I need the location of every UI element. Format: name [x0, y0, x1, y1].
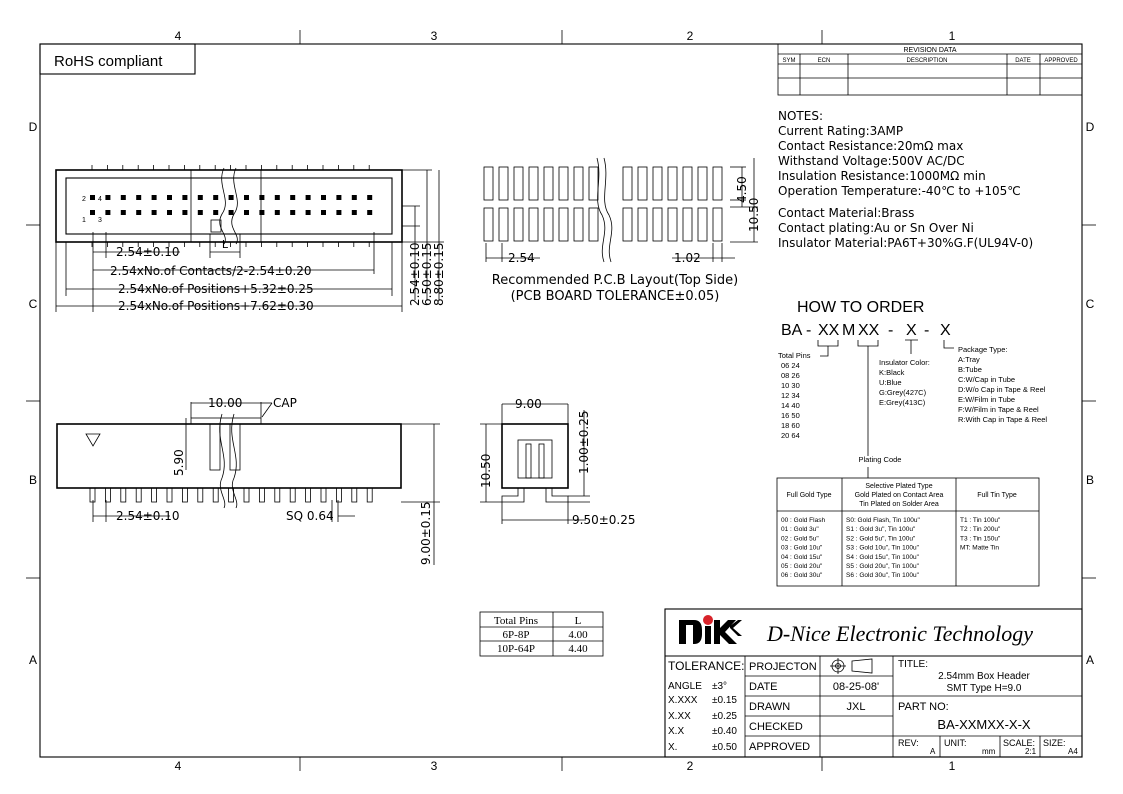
scale-label: SCALE:: [1003, 738, 1036, 748]
date-value: 08-25-08': [832, 681, 880, 693]
plating-h-selective: Selective Plated Type: [865, 483, 933, 490]
pcb-pad: [544, 167, 553, 200]
pcb-title: Recommended P.C.B Layout(Top Side): [491, 273, 739, 288]
note-line: Current Rating:3AMP: [778, 124, 904, 138]
plating-table: [777, 478, 1039, 586]
pcb-pad: [683, 208, 692, 241]
l-table-cell: 10P-64P: [497, 643, 535, 655]
dim-l: L: [221, 238, 229, 251]
scale-value: 2:1: [1025, 747, 1037, 756]
front-lead: [259, 488, 264, 502]
pcb-pad: [698, 208, 707, 241]
pin-square: [136, 195, 141, 200]
pin-square: [290, 195, 295, 200]
front-lead: [244, 488, 249, 502]
pcb-dim-1050: 10.50: [747, 197, 761, 232]
pin-square: [167, 210, 172, 215]
plating-tin-item: T3 : Tin 150u": [960, 535, 1001, 543]
side-dim-100: 1.00±0.25: [577, 410, 591, 474]
pcb-pad: [484, 167, 493, 200]
plating-h-selective-3: Tin Plated on Solder Area: [859, 501, 939, 508]
pin-square: [275, 195, 280, 200]
side-view: [479, 397, 636, 527]
front-lead: [90, 488, 95, 502]
front-lead: [121, 488, 126, 502]
pcb-pad: [499, 208, 508, 241]
sq-label: SQ 0.64: [286, 509, 334, 523]
pcb-pad: [713, 208, 722, 241]
tol-val: ±0.25: [712, 711, 737, 722]
plating-selective-item: S2 : Gold 5u", Tin 100u": [846, 535, 916, 543]
tol-val: ±0.50: [712, 742, 737, 753]
order-code-xx2: XX: [858, 322, 880, 339]
approved-label: APPROVED: [749, 741, 811, 753]
total-pins-label: Total Pins: [778, 351, 811, 360]
side-dim-900: 9.00: [515, 397, 542, 411]
package-list: [958, 355, 1047, 424]
note-line: Insulator Material:PA6T+30%G.F(UL94V-0): [778, 236, 1034, 250]
pin-square: [167, 195, 172, 200]
tol-val: ±3°: [712, 681, 728, 692]
total-pins-item: 08 26: [781, 371, 800, 380]
pcb-pad: [559, 167, 568, 200]
pin-square: [152, 195, 157, 200]
plating-gold-item: 03 : Gold 10u": [781, 544, 823, 552]
zone-right-c: C: [1085, 297, 1095, 311]
pcb-pad: [668, 208, 677, 241]
front-lead: [290, 488, 295, 502]
zone-left-a: A: [28, 653, 38, 667]
pcb-pad: [698, 167, 707, 200]
pin-square: [244, 210, 249, 215]
pcb-dim-102: 1.02: [674, 251, 701, 265]
company-logo: [679, 615, 742, 644]
order-code-xx: XX: [818, 322, 840, 339]
zone-right-b: B: [1085, 473, 1095, 487]
plating-h-selective-2: Gold Plated on Contact Area: [854, 492, 944, 499]
pin-square: [105, 210, 110, 215]
front-lead: [105, 488, 110, 502]
pin-square: [290, 210, 295, 215]
zone-bottom-2: 2: [686, 759, 694, 773]
unit-value: mm: [982, 747, 996, 756]
plating-tin-item: T1 : Tin 100u": [960, 517, 1001, 524]
rev-col-description: DESCRIPTION: [906, 58, 948, 64]
pcb-pad: [653, 208, 662, 241]
zone-left-b: B: [28, 473, 38, 487]
pin-label-4: 4: [98, 196, 102, 203]
size-value: A4: [1068, 747, 1078, 756]
plating-selective-item: S3 : Gold 10u", Tin 100u": [846, 544, 919, 552]
revision-table: [778, 44, 1082, 95]
pin-square: [352, 210, 357, 215]
pcb-pad: [668, 167, 677, 200]
total-pins-item: 20 64: [781, 431, 800, 440]
pcb-pad: [638, 208, 647, 241]
title-label: TITLE:: [898, 659, 929, 670]
svg-text:RoHS compliant: RoHS compliant: [54, 53, 163, 70]
pin-square: [367, 195, 372, 200]
part-no-label: PART NO:: [898, 701, 949, 713]
order-code-x: X: [906, 322, 917, 339]
side-dim-950: 9.50±0.25: [572, 513, 636, 527]
insulator-item: U:Blue: [879, 378, 902, 387]
total-pins-item: 06 24: [781, 361, 800, 370]
pin-square: [198, 210, 203, 215]
pin-square: [121, 210, 126, 215]
tol-key: X.X: [668, 726, 685, 737]
pin-square: [121, 195, 126, 200]
pcb-pad: [589, 208, 598, 241]
pcb-layout: [484, 158, 761, 304]
order-code-dash: -: [806, 322, 812, 339]
pcb-pad: [713, 167, 722, 200]
front-lead: [213, 488, 218, 502]
insulator-label: Insulator Color:: [879, 358, 930, 367]
pcb-tolerance: (PCB BOARD TOLERANCE±0.05): [510, 289, 720, 304]
top-view: [56, 165, 446, 313]
pcb-pad: [574, 167, 583, 200]
front-lead: [352, 488, 357, 502]
part-no-value: BA-XXMXX-X-X: [937, 717, 1031, 732]
total-pins-item: 10 30: [781, 381, 800, 390]
how-to-order: [778, 299, 1047, 478]
front-view-leads: [90, 488, 372, 502]
plating-tin-item: MT: Matte Tin: [960, 544, 1000, 552]
plating-h-full-gold: Full Gold Type: [786, 492, 832, 499]
front-lead: [336, 488, 341, 502]
total-pins-item: 12 34: [781, 391, 800, 400]
dim-v-254: 2.54±0.10: [408, 242, 422, 306]
front-lead: [306, 488, 311, 502]
rev-label: REV:: [898, 738, 919, 748]
pin-square: [105, 195, 110, 200]
tol-val: ±0.15: [712, 695, 737, 706]
pcb-dim-450: 4.50: [735, 176, 749, 203]
tol-val: ±0.40: [712, 726, 737, 737]
zone-left-c: C: [28, 297, 38, 311]
front-lead: [167, 488, 172, 502]
insulator-list: [879, 368, 927, 407]
rohs-label: [40, 44, 195, 74]
pcb-pads: [484, 167, 722, 241]
order-code-dash2: -: [888, 322, 894, 339]
package-item: A:Tray: [958, 355, 980, 364]
zone-bottom-4: 4: [174, 759, 182, 773]
pcb-pad: [589, 167, 598, 200]
date-label: DATE: [749, 681, 778, 693]
zone-right-a: A: [1085, 653, 1095, 667]
front-view: [57, 396, 440, 565]
plating-gold-item: 04 : Gold 15u": [781, 553, 823, 561]
pcb-pad: [638, 167, 647, 200]
dim-pitch: 2.54±0.10: [116, 245, 180, 259]
pin-square: [275, 210, 280, 215]
pin-square: [321, 210, 326, 215]
pcb-pad: [544, 208, 553, 241]
insulator-item: E:Grey(413C): [879, 398, 926, 407]
pin-square: [336, 210, 341, 215]
pcb-pad: [484, 208, 493, 241]
plating-selective-item: S1 : Gold 3u", Tin 100u": [846, 526, 916, 534]
pcb-pad: [683, 167, 692, 200]
zone-bottom-1: 1: [948, 759, 956, 773]
pin-square: [213, 195, 218, 200]
note-line: Contact Material:Brass: [778, 206, 915, 220]
note-line: Withstand Voltage:500V AC/DC: [778, 154, 965, 168]
l-dimension-table: [480, 612, 603, 656]
logo-dot: [703, 615, 713, 625]
tol-key: X.XX: [668, 711, 691, 722]
pcb-pad: [623, 167, 632, 200]
front-lead: [275, 488, 280, 502]
l-table-cell: 4.40: [568, 643, 588, 655]
plating-selective-item: S6 : Gold 30u", Tin 100u": [846, 572, 919, 580]
total-pins-item: 18 60: [781, 421, 800, 430]
unit-label: UNIT:: [944, 738, 967, 748]
front-lead: [152, 488, 157, 502]
zone-right-d: D: [1085, 120, 1095, 134]
dim-contacts: 2.54xNo.of Contacts/2-2.54±0.20: [110, 264, 312, 278]
plating-col-tin: [960, 517, 1001, 552]
l-table-h-l: L: [574, 615, 582, 627]
package-item: R:With Cap in Tape & Reel: [958, 415, 1048, 424]
plating-tin-item: T2 : Tin 200u": [960, 526, 1001, 534]
zone-top-2: 2: [686, 29, 694, 43]
plating-col-selective: [846, 517, 921, 579]
plating-gold-item: 05 : Gold 20u": [781, 563, 823, 570]
pin-square: [367, 210, 372, 215]
pin-square: [213, 210, 218, 215]
projection-symbol-icon: [830, 658, 872, 674]
note-line: Operation Temperature:-40℃ to +105℃: [778, 184, 1021, 198]
pin-square: [352, 195, 357, 200]
drawn-value: JXL: [846, 701, 866, 713]
plating-code-label: Plating Code: [858, 455, 902, 464]
pin-label-1: 1: [82, 217, 86, 224]
rev-col-date: DATE: [1015, 58, 1031, 64]
drawn-label: DRAWN: [749, 701, 791, 713]
cap-label: CAP: [273, 396, 297, 410]
pin-square: [136, 210, 141, 215]
pin-square: [198, 195, 203, 200]
dim-1000: 10.00: [208, 396, 243, 410]
zone-top-4: 4: [174, 29, 182, 43]
tolerance-label: TOLERANCE:: [668, 659, 745, 673]
pin-label-3: 3: [98, 217, 102, 224]
pin-square: [259, 210, 264, 215]
company-name: D-Nice Electronic Technology: [767, 621, 1033, 646]
plating-selective-item: S4 : Gold 15u", Tin 100u": [846, 553, 919, 561]
order-code-dash3: -: [924, 322, 930, 339]
notes-block: [778, 109, 1033, 250]
title-line-1: 2.54mm Box Header: [938, 671, 1030, 682]
projection-label: PROJECTON: [749, 661, 817, 673]
pin-square: [306, 195, 311, 200]
plating-h-full-tin: Full Tin Type: [977, 492, 1017, 499]
package-item: F:W/Film in Tape & Reel: [958, 405, 1039, 414]
plating-selective-item: S5 : Gold 20u", Tin 100u": [846, 563, 919, 570]
total-pins-item: 16 50: [781, 411, 800, 420]
order-code-x2: X: [940, 322, 951, 339]
front-lead: [367, 488, 372, 502]
pcb-pad: [574, 208, 583, 241]
pin-square: [90, 195, 95, 200]
total-pins-list: [781, 361, 800, 440]
total-pins-item: 14 40: [781, 401, 800, 410]
tol-key: X.XXX: [668, 695, 698, 706]
package-label: Package Type:: [958, 345, 1008, 354]
plating-gold-item: 06 : Gold 30u": [781, 572, 823, 580]
zone-bottom-3: 3: [430, 759, 438, 773]
rev-col-ecn: ECN: [817, 58, 831, 64]
pcb-dim-254: 2.54: [508, 251, 535, 265]
plating-selective-item: S0: Gold Flash, Tin 100u": [846, 517, 920, 524]
pin-square: [321, 195, 326, 200]
tol-key: ANGLE: [668, 681, 702, 692]
zone-left-d: D: [28, 120, 38, 134]
pcb-pad: [529, 167, 538, 200]
dim-positions-1: 2.54xNo.of Positions+5.32±0.25: [118, 282, 314, 296]
front-lead: [321, 488, 326, 502]
pcb-pad: [499, 167, 508, 200]
rev-value: A: [930, 747, 936, 756]
tol-key: X.: [668, 742, 678, 753]
pin-square: [182, 210, 187, 215]
package-item: E:W/Film in Tube: [958, 395, 1016, 404]
title-block: [665, 609, 1082, 757]
order-code-ba: BA: [781, 322, 803, 339]
pin-square: [336, 195, 341, 200]
dim-590: 5.90: [172, 449, 186, 476]
pcb-pad: [514, 167, 523, 200]
dim-v-650: 6.50±0.15: [420, 242, 434, 306]
rev-col-approved: APPROVED: [1044, 58, 1078, 64]
size-label: SIZE:: [1043, 738, 1066, 748]
pin-square: [306, 210, 311, 215]
pin-square: [90, 210, 95, 215]
dim-900: 9.00±0.15: [419, 501, 433, 565]
revision-title: REVISION DATA: [903, 47, 957, 54]
plating-col-gold: [781, 517, 825, 579]
note-line: Insulation Resistance:1000MΩ min: [778, 169, 986, 183]
pin-square: [259, 195, 264, 200]
top-view-pins: [90, 195, 372, 215]
front-lead: [182, 488, 187, 502]
pin-square: [229, 195, 234, 200]
insulator-item: G:Grey(427C): [879, 388, 927, 397]
side-dim-1050: 10.50: [479, 453, 493, 488]
package-item: C:W/Cap in Tube: [958, 375, 1016, 384]
zone-top-3: 3: [430, 29, 438, 43]
front-dim-pitch: 2.54±0.10: [116, 509, 180, 523]
pin-label-2: 2: [82, 196, 86, 203]
order-title: HOW TO ORDER: [797, 299, 925, 316]
zone-top-1: 1: [948, 29, 956, 43]
plating-gold-item: 01 : Gold 3u": [781, 526, 819, 534]
dim-positions-2: 2.54xNo.of Positions+7.62±0.30: [118, 299, 314, 313]
pcb-pad: [653, 167, 662, 200]
note-line: Contact plating:Au or Sn Over Ni: [778, 221, 974, 235]
dim-v-880: 8.80±0.15: [432, 242, 446, 306]
pcb-pad: [559, 208, 568, 241]
l-table-cell: 6P-8P: [502, 629, 530, 641]
insulator-item: K:Black: [879, 368, 905, 377]
package-item: B:Tube: [958, 365, 982, 374]
rev-col-sym: SYM: [782, 58, 796, 64]
pcb-pad: [514, 208, 523, 241]
pin-square: [152, 210, 157, 215]
pin-square: [229, 210, 234, 215]
notes-title: NOTES:: [778, 109, 823, 123]
package-item: D:W/o Cap in Tape & Reel: [958, 385, 1046, 394]
plating-gold-item: 00 : Gold Flash: [781, 517, 826, 524]
front-lead: [136, 488, 141, 502]
note-line: Contact Resistance:20mΩ max: [778, 139, 964, 153]
pin-square: [182, 195, 187, 200]
pin-square: [244, 195, 249, 200]
checked-label: CHECKED: [749, 721, 803, 733]
l-table-cell: 4.00: [568, 629, 588, 641]
plating-gold-item: 02 : Gold 5u": [781, 535, 819, 543]
order-code-m: M: [842, 322, 856, 339]
pcb-pad: [529, 208, 538, 241]
l-table-h-pins: Total Pins: [493, 615, 539, 627]
pcb-pad: [623, 208, 632, 241]
front-lead: [198, 488, 203, 502]
title-line-2: SMT Type H=9.0: [946, 683, 1022, 694]
